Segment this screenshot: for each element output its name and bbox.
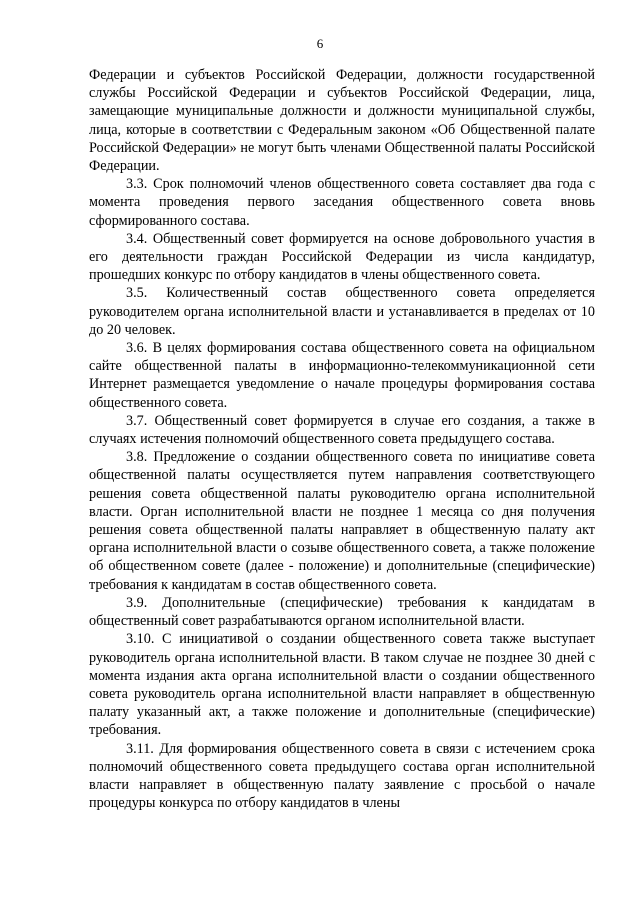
paragraph-3-8: 3.8. Предложение о создании общественного совета по инициативе совета общественной палаты осуществляется путем направления соответствующего решения совета общественной палаты руководителю органа исполнительной власти. Орган исполнительной власти не позднее 1 месяца со дня получения решения совета общественной палаты направляет в общественную палату акт органа исполнительной власти о созыве общественного совета, а также положение об общественном совете (далее - положение) и дополнительные (специфические) требования к кандидатам в состав общественного совета.	[89, 449, 595, 593]
paragraph-3-9: 3.9. Дополнительные (специфические) требования к кандидатам в общественный совет разрабатываются органом исполнительной власти.	[89, 594, 595, 630]
paragraph-3-5: 3.5. Количественный состав общественного совета определяется руководителем органа исполнительной власти и устанавливается в пределах от 10 до 20 человек.	[89, 285, 595, 338]
paragraph-3-7: 3.7. Общественный совет формируется в случае его создания, а также в случаях истечения полномочий общественного совета предыдущего состава.	[89, 412, 595, 448]
paragraph-3-4: 3.4. Общественный совет формируется на основе добровольного участия в его деятельности граждан Российской Федерации из числа кандидатур, прошедших конкурс по отбору кандидатов в члены общественного совета.	[89, 230, 595, 284]
page-number: 6	[316, 36, 324, 51]
paragraph-3-11: 3.11. Для формирования общественного совета в связи с истечением срока полномочий общественного совета предыдущего состава орган исполнительной власти направляет в общественную палату заявление с просьбой о начале процедуры конкурса по отбору кандидатов в члены	[89, 740, 595, 812]
paragraph-3-10: 3.10. С инициативой о создании общественного совета также выступает руководитель органа исполнительной власти. В таком случае не позднее 30 дней с момента издания акта органа исполнительной власти о создании общественного совета руководитель органа исполнительной власти направляет в общественную палату указанный акт, а также положение и дополнительные (специфические) требования.	[89, 631, 595, 739]
paragraph-3-3: 3.3. Срок полномочий членов общественного совета составляет два года с момента проведения первого заседания общественного совета вновь сформированного состава.	[89, 176, 595, 229]
document-body	[89, 66, 595, 812]
paragraph-continuation: Федерации и субъектов Российской Федерации, должности государственной службы Российской Федерации и субъектов Российской Федерации, лица, замещающие муниципальные должности и должности муниципальной службы, лица, которые в соответствии с Федеральным законом «Об Общественной палате Российской Федерации» не могут быть членами Общественной палаты Российской Федерации.	[89, 67, 595, 175]
paragraph-3-6: 3.6. В целях формирования состава общественного совета на официальном сайте общественной палаты в информационно-телекоммуникационной сети Интернет размещается уведомление о начале процедуры формирования состава общественного совета.	[89, 340, 595, 411]
